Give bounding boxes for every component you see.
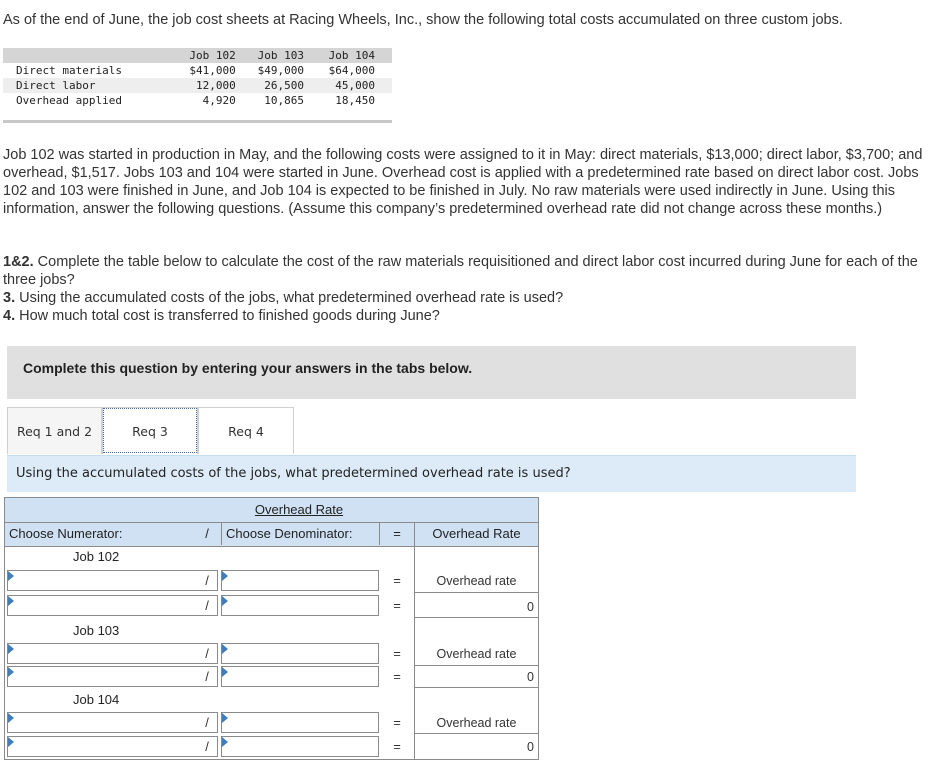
- row-divider: [414, 617, 538, 618]
- row-divider: [414, 592, 538, 593]
- cell-value: 26,500: [236, 78, 304, 93]
- cell-value: 4,920: [202, 94, 236, 107]
- row-label-direct-labor: Direct labor: [3, 78, 170, 93]
- job-103-denominator-select[interactable]: [221, 643, 379, 664]
- question-bar: [7, 455, 856, 492]
- divide-sign: /: [205, 598, 209, 613]
- requirement-text: How much total cost is transferred to finished goods during June?: [19, 308, 440, 324]
- divide-sign: /: [205, 715, 209, 730]
- banner-text: Complete this question by entering your answers in the tabs below.: [23, 360, 473, 376]
- job-102-rate-label: Overhead rate: [436, 574, 517, 588]
- cell-value: $49,000: [257, 64, 304, 77]
- requirement-4: [3, 307, 925, 325]
- job-cost-table: [3, 48, 392, 123]
- cell-value: 10,865: [264, 94, 304, 107]
- job-102-numerator-value[interactable]: [7, 595, 218, 616]
- worksheet-title: Overhead Rate: [254, 502, 344, 517]
- tab-req-3[interactable]: Req 3: [102, 407, 198, 454]
- job-103-rate-label: Overhead rate: [436, 647, 517, 661]
- equals-sign: =: [393, 715, 401, 730]
- divide-sign: /: [205, 646, 209, 661]
- equals-sign: =: [393, 669, 401, 684]
- job-102-rate-value: 0: [527, 600, 534, 614]
- requirement-1-2: [3, 253, 925, 289]
- requirement-number: 4.: [3, 308, 16, 324]
- job-102-numerator-select[interactable]: [7, 570, 218, 591]
- job-104-numerator-value[interactable]: [7, 736, 218, 757]
- job-104-denominator-select[interactable]: [221, 712, 379, 733]
- job-102-label: Job 102: [73, 549, 120, 564]
- requirement-number: 1&2.: [3, 254, 34, 270]
- header-job-103: Job 103: [236, 48, 304, 63]
- job-102-denominator-select[interactable]: [221, 570, 379, 591]
- job-103-rate-value: 0: [527, 670, 534, 684]
- equals-sign: =: [393, 739, 401, 754]
- job-104-label: Job 104: [73, 692, 120, 707]
- job-104-denominator-value[interactable]: [221, 736, 379, 757]
- numerator-header: Choose Numerator:: [9, 526, 123, 541]
- requirement-3: [3, 289, 925, 307]
- requirements-list: [3, 253, 925, 325]
- question-text: Using the accumulated costs of the jobs, what predetermined overhead rate is used?: [16, 466, 571, 481]
- cell-value: $41,000: [189, 64, 236, 77]
- divide-header: /: [205, 526, 209, 541]
- problem-paragraph: Job 102 was started in production in May, and the following costs were assigned to it in May: direct materials, $13,000; direct labor, $3,700; and overhead, $1,517. Jobs 103 and 104 were started in June. Overhead cost is applied with a predetermined rate based on direct labor cost. Jobs 102 and 103 were finished in June, and Job 104 is expected to be finished in July. No raw materials were used indirectly in June. Using this information, answer the following questions. (Assume this company’s predetermined overhead rate did not change across these months.): [3, 147, 923, 217]
- job-103-numerator-value[interactable]: [7, 666, 218, 687]
- row-divider: [414, 687, 538, 688]
- requirement-tabs: [7, 407, 294, 455]
- requirement-text: Complete the table below to calculate the cost of the raw materials requisitioned and direct labor cost incurred during June for each of the three jobs?: [3, 254, 918, 288]
- job-103-numerator-select[interactable]: [7, 643, 218, 664]
- equals-header: =: [393, 526, 401, 541]
- divide-sign: /: [205, 573, 209, 588]
- equals-sign: =: [393, 598, 401, 613]
- requirement-number: 3.: [3, 290, 16, 306]
- job-102-denominator-value[interactable]: [221, 595, 379, 616]
- cell-value: 12,000: [170, 78, 235, 93]
- cell-value: 45,000: [304, 78, 392, 93]
- divide-sign: /: [205, 739, 209, 754]
- tab-req-4[interactable]: Req 4: [198, 407, 294, 454]
- row-divider: [414, 665, 538, 666]
- cell-value: 18,450: [335, 94, 375, 107]
- tab-req-1-and-2[interactable]: Req 1 and 2: [7, 407, 102, 454]
- row-label-overhead-applied: Overhead applied: [16, 94, 122, 107]
- job-103-label: Job 103: [73, 623, 120, 638]
- header-job-104: Job 104: [304, 48, 392, 63]
- job-103-denominator-value[interactable]: [221, 666, 379, 687]
- equals-sign: =: [393, 573, 401, 588]
- requirement-text: Using the accumulated costs of the jobs, what predetermined overhead rate is used?: [19, 290, 564, 306]
- job-104-numerator-select[interactable]: [7, 712, 218, 733]
- instruction-banner: [7, 346, 856, 399]
- cell-value: $64,000: [328, 64, 375, 77]
- denominator-header: Choose Denominator:: [226, 526, 353, 541]
- overhead-rate-header: Overhead Rate: [432, 526, 521, 541]
- cost-table-corner: [3, 48, 170, 63]
- column-divider: [379, 522, 380, 545]
- job-104-rate-label: Overhead rate: [436, 716, 517, 730]
- header-job-102: Job 102: [170, 48, 235, 63]
- overhead-rate-worksheet: [4, 497, 539, 760]
- equals-sign: =: [393, 646, 401, 661]
- column-divider: [221, 522, 222, 545]
- row-divider: [414, 733, 538, 734]
- row-label-direct-materials: Direct materials: [16, 64, 122, 77]
- column-divider: [414, 522, 415, 759]
- job-104-rate-value: 0: [527, 740, 534, 754]
- intro-text: As of the end of June, the job cost sheets at Racing Wheels, Inc., show the following total costs accumulated on three custom jobs.: [3, 12, 843, 28]
- divide-sign: /: [205, 669, 209, 684]
